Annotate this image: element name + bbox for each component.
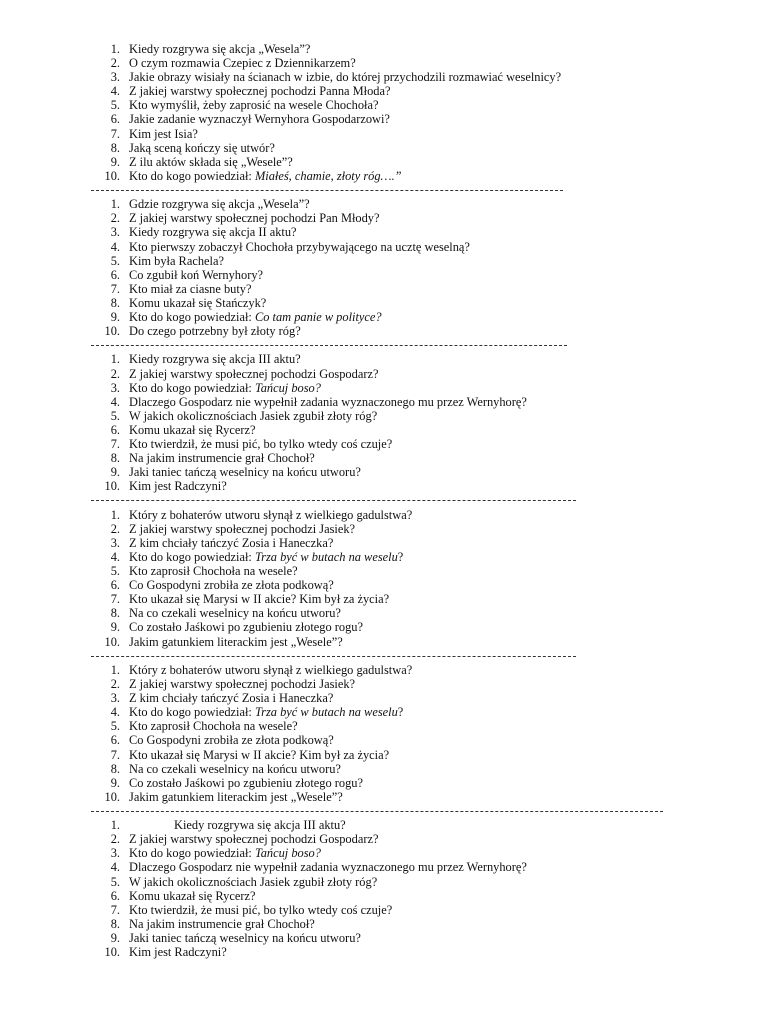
question-item: [0, 663, 768, 677]
separator-line: [91, 345, 567, 346]
question-number: 1.: [110, 507, 120, 522]
question-plain-text: Kim jest Radczyni?: [129, 945, 227, 960]
question-number: 9.: [110, 620, 120, 635]
question-number: 2.: [110, 366, 120, 381]
question-number: 7.: [110, 592, 120, 607]
question-suffix: ?: [397, 549, 404, 564]
question-item: [0, 846, 768, 860]
question-text: [129, 141, 275, 155]
question-text: [129, 211, 380, 225]
question-text: [129, 70, 561, 84]
question-item: [0, 98, 768, 112]
question-plain-text: Kto ukazał się Marysi w II akcie? Kim był za życia?: [129, 592, 390, 607]
question-number: 9.: [110, 775, 120, 790]
question-text: [129, 508, 412, 522]
question-plain-text: Co zostało Jaśkowi po zgubieniu złotego rogu?: [129, 775, 364, 790]
question-plain-text: Kiedy rozgrywa się akcja „Wesela”?: [129, 42, 311, 56]
question-plain-text: W jakich okolicznościach Jasiek zgubił złoty róg?: [129, 874, 378, 889]
question-plain-text: Jakim gatunkiem literackim jest „Wesele”?: [129, 634, 343, 649]
question-item: [0, 282, 768, 296]
question-item: [0, 635, 768, 649]
question-plain-text: Kto twierdził, że musi pić, bo tylko wtedy coś czuje?: [129, 437, 393, 452]
question-plain-text: Jaki taniec tańczą weselnicy na końcu utworu?: [129, 930, 361, 945]
question-item: [0, 423, 768, 437]
question-plain-text: Kto twierdził, że musi pić, bo tylko wtedy coś czuje?: [129, 902, 393, 917]
question-number: 4.: [110, 860, 120, 875]
question-number: 10.: [104, 324, 120, 339]
question-text: [129, 846, 321, 860]
question-plain-text: Jaką sceną kończy się utwór?: [129, 140, 275, 155]
question-number: 6.: [110, 422, 120, 437]
question-plain-text: Kto wymyślił, żeby zaprosić na wesele Chochoła?: [129, 98, 379, 113]
question-plain-text: Jakie obrazy wisiały na ścianach w izbie, do której przychodzili rozmawiać weselnicy?: [129, 70, 562, 85]
question-plain-text: Kto zaprosił Chochoła na wesele?: [129, 719, 298, 734]
question-number: 3.: [110, 225, 120, 240]
question-item: [0, 818, 768, 832]
question-number: 5.: [110, 719, 120, 734]
question-item: [0, 84, 768, 98]
question-text: [129, 254, 224, 268]
question-item: [0, 211, 768, 225]
question-plain-text: Co zgubił koń Wernyhory?: [129, 267, 264, 282]
question-number: 10.: [104, 634, 120, 649]
question-text: [129, 522, 355, 536]
question-number: 8.: [110, 606, 120, 621]
question-item: [0, 705, 768, 719]
question-number: 2.: [110, 211, 120, 226]
question-item: [0, 296, 768, 310]
question-text: [129, 197, 310, 211]
question-item: [0, 352, 768, 366]
question-number: 8.: [110, 451, 120, 466]
question-text: [129, 465, 361, 479]
question-plain-text: Jaki taniec tańczą weselnicy na końcu utworu?: [129, 465, 361, 480]
dashed-separator: [0, 338, 768, 352]
question-plain-text: Kto do kogo powiedział:: [129, 380, 255, 395]
quote-italic: Trza być w butach na weselu: [254, 549, 398, 564]
question-item: [0, 550, 768, 564]
question-number: 5.: [110, 408, 120, 423]
question-text: [129, 578, 334, 592]
question-item: [0, 677, 768, 691]
question-suffix: ?: [397, 705, 404, 720]
question-item: [0, 225, 768, 239]
question-item: [0, 606, 768, 620]
question-item: [0, 254, 768, 268]
question-number: 9.: [110, 930, 120, 945]
question-number: 6.: [110, 733, 120, 748]
question-number: 10.: [104, 168, 120, 183]
question-text: [129, 395, 527, 409]
question-text: [129, 423, 255, 437]
question-plain-text: Z jakiej warstwy społecznej pochodzi Gospodarz?: [129, 832, 379, 847]
question-text: [129, 42, 310, 56]
question-item: [0, 889, 768, 903]
question-number: 2.: [110, 677, 120, 692]
question-text: [129, 931, 361, 945]
question-number: 4.: [110, 84, 120, 99]
question-plain-text: Co Gospodyni zrobiła ze złota podkową?: [129, 733, 334, 748]
question-text: [129, 367, 378, 381]
question-text: [129, 112, 390, 126]
question-item: [0, 381, 768, 395]
question-text: [129, 479, 227, 493]
question-text: [129, 169, 402, 183]
question-item: [0, 691, 768, 705]
question-number: 8.: [110, 295, 120, 310]
question-number: 9.: [110, 309, 120, 324]
question-item: [0, 903, 768, 917]
question-number: 6.: [110, 888, 120, 903]
separator-line: [91, 656, 576, 657]
question-number: 1.: [110, 662, 120, 677]
question-number: 2.: [110, 521, 120, 536]
question-text: [129, 550, 403, 564]
question-item: [0, 197, 768, 211]
question-number: 6.: [110, 112, 120, 127]
question-text: [129, 790, 343, 804]
question-number: 1.: [110, 818, 120, 833]
question-plain-text: Kim jest Isia?: [129, 126, 198, 141]
question-plain-text: Z jakiej warstwy społecznej pochodzi Jasiek?: [129, 521, 356, 536]
question-plain-text: Kiedy rozgrywa się akcja III aktu?: [129, 352, 301, 367]
question-plain-text: Kto miał za ciasne buty?: [129, 281, 252, 296]
question-text: [129, 762, 341, 776]
separator-line: [91, 811, 663, 812]
question-number: 7.: [110, 437, 120, 452]
question-plain-text: Gdzie rozgrywa się akcja „Wesela”?: [129, 197, 310, 212]
question-plain-text: Z kim chciały tańczyć Zosia i Haneczka?: [129, 535, 334, 550]
quote-italic: Tańcuj boso?: [254, 380, 321, 395]
question-item: [0, 592, 768, 606]
dashed-separator: [0, 649, 768, 663]
quote-italic: Trza być w butach na weselu: [254, 705, 398, 720]
question-text: [129, 381, 321, 395]
separator-line: [91, 190, 563, 191]
question-plain-text: Z kim chciały tańczyć Zosia i Haneczka?: [129, 691, 334, 706]
question-item: [0, 141, 768, 155]
question-text: [129, 155, 293, 169]
question-list-1: [0, 42, 768, 183]
question-text: [129, 705, 403, 719]
question-text: [129, 903, 392, 917]
question-item: [0, 536, 768, 550]
question-text: [129, 310, 382, 324]
dashed-separator: [0, 493, 768, 507]
question-text: [129, 691, 333, 705]
question-item: [0, 324, 768, 338]
question-plain-text: Dlaczego Gospodarz nie wypełnił zadania wyznaczonego mu przez Wernyhorę?: [129, 860, 527, 875]
separator-line: [91, 500, 576, 501]
question-plain-text: Jakim gatunkiem literackim jest „Wesele”?: [129, 789, 343, 804]
question-text: [129, 733, 334, 747]
question-list-4: [0, 508, 768, 649]
question-item: [0, 860, 768, 874]
question-plain-text: Kto do kogo powiedział:: [129, 168, 255, 183]
question-item: [0, 620, 768, 634]
question-plain-text: Co zostało Jaśkowi po zgubieniu złotego rogu?: [129, 620, 364, 635]
question-text: [129, 296, 266, 310]
question-item: [0, 409, 768, 423]
question-number: 5.: [110, 874, 120, 889]
question-plain-text: Z jakiej warstwy społecznej pochodzi Jasiek?: [129, 677, 356, 692]
question-text: [129, 748, 389, 762]
question-number: 1.: [110, 42, 120, 56]
question-number: 7.: [110, 747, 120, 762]
question-plain-text: Komu ukazał się Rycerz?: [129, 422, 256, 437]
question-item: [0, 776, 768, 790]
question-text: [129, 875, 377, 889]
question-plain-text: Kiedy rozgrywa się akcja III aktu?: [174, 818, 346, 833]
question-plain-text: Kto ukazał się Marysi w II akcie? Kim był za życia?: [129, 747, 390, 762]
question-text: [129, 282, 252, 296]
question-text: [129, 451, 315, 465]
question-item: [0, 70, 768, 84]
question-plain-text: Kim jest Radczyni?: [129, 479, 227, 494]
question-number: 9.: [110, 154, 120, 169]
question-number: 3.: [110, 846, 120, 861]
question-text: [129, 719, 298, 733]
question-text: [129, 225, 297, 239]
question-text: [129, 663, 412, 677]
question-item: [0, 437, 768, 451]
question-text: [129, 945, 227, 959]
question-item: [0, 395, 768, 409]
question-text: [129, 84, 391, 98]
question-text: [129, 324, 301, 338]
question-text: [129, 98, 378, 112]
question-item: [0, 367, 768, 381]
question-plain-text: Na co czekali weselnicy na końcu utworu?: [129, 761, 341, 776]
question-item: [0, 917, 768, 931]
quote-italic: Co tam panie w polityce?: [254, 309, 382, 324]
question-item: [0, 748, 768, 762]
question-number: 10.: [104, 945, 120, 960]
question-text: [129, 818, 346, 832]
question-text: [129, 352, 301, 366]
question-item: [0, 508, 768, 522]
question-plain-text: Który z bohaterów utworu słynął z wielkiego gadulstwa?: [129, 507, 413, 522]
question-plain-text: Z ilu aktów składa się „Wesele”?: [129, 154, 293, 169]
question-plain-text: Na jakim instrumencie grał Chochoł?: [129, 451, 315, 466]
question-item: [0, 522, 768, 536]
question-text: [129, 592, 389, 606]
question-item: [0, 875, 768, 889]
question-plain-text: Na co czekali weselnicy na końcu utworu?: [129, 606, 341, 621]
question-text: [129, 635, 343, 649]
question-plain-text: W jakich okolicznościach Jasiek zgubił złoty róg?: [129, 408, 378, 423]
question-plain-text: Komu ukazał się Rycerz?: [129, 888, 256, 903]
question-number: 10.: [104, 789, 120, 804]
question-number: 6.: [110, 578, 120, 593]
question-text: [129, 832, 378, 846]
question-plain-text: Dlaczego Gospodarz nie wypełnił zadania wyznaczonego mu przez Wernyhorę?: [129, 394, 527, 409]
question-number: 7.: [110, 281, 120, 296]
question-text: [129, 860, 527, 874]
question-text: [129, 606, 341, 620]
question-text: [129, 240, 470, 254]
question-plain-text: Co Gospodyni zrobiła ze złota podkową?: [129, 578, 334, 593]
question-list-3: [0, 352, 768, 493]
question-plain-text: Kim była Rachela?: [129, 253, 224, 268]
question-number: 3.: [110, 70, 120, 85]
question-number: 2.: [110, 832, 120, 847]
question-number: 1.: [110, 352, 120, 367]
question-item: [0, 719, 768, 733]
question-number: 5.: [110, 564, 120, 579]
question-plain-text: Do czego potrzebny był złoty róg?: [129, 324, 301, 339]
question-item: [0, 832, 768, 846]
question-number: 1.: [110, 197, 120, 212]
question-plain-text: Komu ukazał się Stańczyk?: [129, 295, 267, 310]
question-item: [0, 56, 768, 70]
question-text: [129, 536, 333, 550]
question-item: [0, 268, 768, 282]
question-item: [0, 127, 768, 141]
question-item: [0, 931, 768, 945]
document-page: [0, 42, 768, 959]
question-number: 8.: [110, 916, 120, 931]
question-item: [0, 465, 768, 479]
question-item: [0, 790, 768, 804]
question-plain-text: Który z bohaterów utworu słynął z wielkiego gadulstwa?: [129, 662, 413, 677]
question-text: [129, 776, 363, 790]
question-item: [0, 578, 768, 592]
question-number: 9.: [110, 465, 120, 480]
question-number: 4.: [110, 394, 120, 409]
question-number: 7.: [110, 902, 120, 917]
question-number: 7.: [110, 126, 120, 141]
question-plain-text: Kto zaprosił Chochoła na wesele?: [129, 564, 298, 579]
question-plain-text: Z jakiej warstwy społecznej pochodzi Pan Młody?: [129, 211, 380, 226]
question-number: 4.: [110, 549, 120, 564]
question-item: [0, 451, 768, 465]
question-plain-text: Kto do kogo powiedział:: [129, 309, 255, 324]
question-item: [0, 733, 768, 747]
question-item: [0, 169, 768, 183]
question-list-5: [0, 663, 768, 804]
question-number: 5.: [110, 98, 120, 113]
question-text: [129, 917, 315, 931]
question-item: [0, 42, 768, 56]
quote-italic: Tańcuj boso?: [254, 846, 321, 861]
question-number: 5.: [110, 253, 120, 268]
question-number: 8.: [110, 140, 120, 155]
question-number: 3.: [110, 535, 120, 550]
question-text: [129, 437, 392, 451]
question-plain-text: Kto do kogo powiedział:: [129, 705, 255, 720]
question-plain-text: O czym rozmawia Czepiec z Dziennikarzem?: [129, 56, 356, 71]
question-item: [0, 762, 768, 776]
question-item: [0, 155, 768, 169]
question-item: [0, 945, 768, 959]
dashed-separator: [0, 804, 768, 818]
question-text: [129, 564, 298, 578]
question-item: [0, 479, 768, 493]
question-plain-text: Kto pierwszy zobaczył Chochoła przybywającego na ucztę weselną?: [129, 239, 470, 254]
question-list-2: [0, 197, 768, 338]
question-number: 4.: [110, 705, 120, 720]
question-plain-text: Kto do kogo powiedział:: [129, 846, 255, 861]
question-text: [129, 127, 198, 141]
question-text: [129, 889, 255, 903]
question-number: 8.: [110, 761, 120, 776]
question-text: [129, 620, 363, 634]
question-plain-text: Kto do kogo powiedział:: [129, 549, 255, 564]
question-number: 3.: [110, 691, 120, 706]
dashed-separator: [0, 183, 768, 197]
question-item: [0, 112, 768, 126]
question-number: 4.: [110, 239, 120, 254]
question-list-6: [0, 818, 768, 959]
quote-italic: Miałeś, chamie, złoty róg….”: [254, 168, 402, 183]
question-text: [129, 268, 263, 282]
question-number: 6.: [110, 267, 120, 282]
question-text: [129, 56, 356, 70]
question-number: 2.: [110, 56, 120, 71]
question-number: 3.: [110, 380, 120, 395]
question-item: [0, 564, 768, 578]
question-item: [0, 310, 768, 324]
question-text: [129, 677, 355, 691]
question-item: [0, 240, 768, 254]
question-plain-text: Z jakiej warstwy społecznej pochodzi Panna Młoda?: [129, 84, 391, 99]
question-plain-text: Z jakiej warstwy społecznej pochodzi Gospodarz?: [129, 366, 379, 381]
question-number: 10.: [104, 479, 120, 494]
question-text: [129, 409, 377, 423]
question-plain-text: Na jakim instrumencie grał Chochoł?: [129, 916, 315, 931]
question-plain-text: Kiedy rozgrywa się akcja II aktu?: [129, 225, 297, 240]
question-plain-text: Jakie zadanie wyznaczył Wernyhora Gospodarzowi?: [129, 112, 390, 127]
